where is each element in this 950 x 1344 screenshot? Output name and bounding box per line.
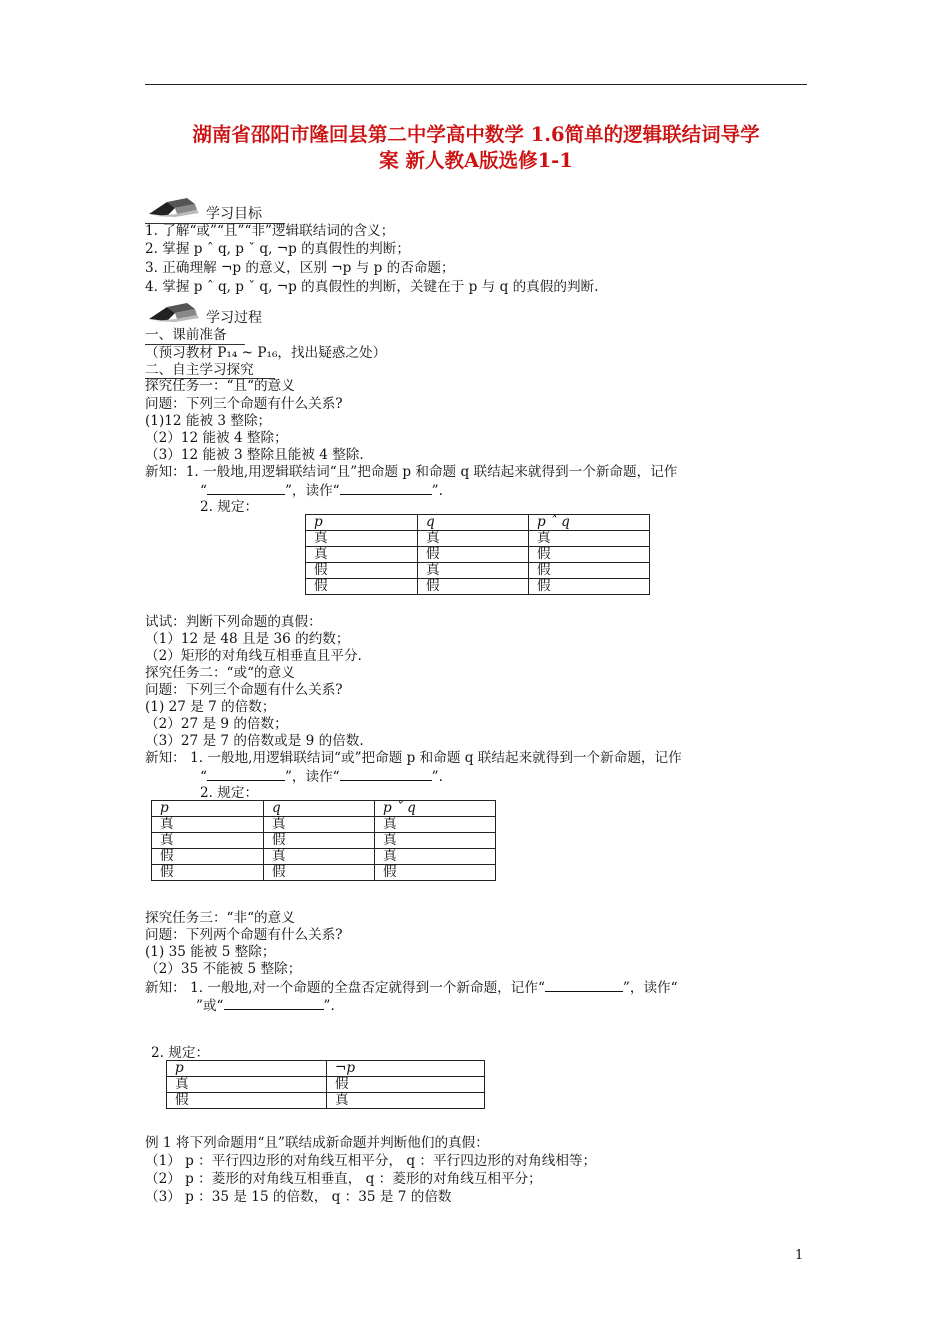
section-1-heading: 一、课前准备	[145, 327, 227, 343]
reading-blank[interactable]	[340, 482, 432, 495]
read-as-label: ”，读作“	[284, 769, 340, 785]
table-cell: 假	[306, 563, 418, 579]
task-2-rule-label: 2. 规定：	[200, 785, 259, 801]
table-cell: 假	[529, 547, 650, 563]
document-title	[140, 122, 812, 174]
task-2-notation-line	[200, 768, 443, 786]
task-3-new-knowledge	[145, 979, 678, 997]
table-cell: 假	[529, 579, 650, 595]
truth-table-not	[166, 1060, 485, 1109]
goal-item: 3. 正确理解 ¬p 的意义，区别 ¬p 与 p 的否命题；	[145, 260, 455, 276]
table-cell: 真	[306, 531, 418, 547]
table-cell: 真	[375, 833, 496, 849]
task-1-rule-label: 2. 规定：	[200, 499, 259, 515]
task-3-item: （2）35 不能被 5 整除；	[145, 961, 302, 977]
try-prompt: 试试：判断下列命题的真假：	[145, 614, 322, 630]
example-item: （3） p ：35 是 15 的倍数， q ：35 是 7 的倍数	[145, 1189, 452, 1205]
task-1-new-knowledge: 新知：1. 一般地,用逻辑联结词“且”把命题 p 和命题 q 联结起来就得到一个新命题，记作	[145, 464, 678, 480]
task-3-item: (1) 35 能被 5 整除；	[145, 944, 276, 960]
quote-close: ”.	[431, 483, 443, 499]
task-1-title	[145, 378, 295, 395]
open-book-icon	[145, 299, 203, 323]
truth-table-and	[305, 514, 650, 595]
table-cell: 假	[264, 833, 375, 849]
example-1-title: 例 1 将下列命题用“且”联结成新命题并判断他们的真假：	[145, 1135, 489, 1151]
quote-open: “	[200, 769, 207, 785]
goal-item: 1. 了解“或”“且”“非”逻辑联结词的含义；	[145, 223, 395, 239]
table-row	[306, 579, 650, 595]
table-cell: 真	[152, 833, 264, 849]
table-cell: 真	[418, 563, 529, 579]
task-2-new-knowledge: 新知： 1. 一般地,用逻辑联结词“或”把命题 p 和命题 q 联结起来就得到一个新命题，记作	[145, 750, 682, 766]
table-cell: 假	[375, 865, 496, 881]
quote-close: ”.	[323, 998, 335, 1014]
task-2-item: （3）27 是 7 的倍数或是 9 的倍数.	[145, 733, 364, 749]
notation-blank[interactable]	[207, 482, 285, 495]
table-row	[152, 849, 496, 865]
try-item: （2）矩形的对角线互相垂直且平分.	[145, 648, 362, 664]
reading-blank[interactable]	[340, 768, 432, 781]
or-label: ”或“	[196, 998, 224, 1014]
table-cell: 真	[375, 817, 496, 833]
open-book-icon	[145, 194, 203, 218]
table-cell: 假	[327, 1077, 485, 1093]
notation-blank[interactable]	[545, 979, 623, 992]
task-3-title: 探究任务三：“非“的意义	[145, 910, 295, 926]
table-cell: 真	[418, 531, 529, 547]
table-row	[306, 563, 650, 579]
goal-item: 2. 掌握 p ˆ q, p ˇ q, ¬p 的真假性的判断；	[145, 241, 410, 257]
table-header-row	[152, 801, 496, 817]
task-1-item: (1)12 能被 3 整除；	[145, 413, 272, 429]
read-as-label: ”，读作“	[622, 980, 678, 996]
task-2-item: （2）27 是 9 的倍数；	[145, 716, 288, 732]
table-row	[152, 817, 496, 833]
task-3-reading-line	[196, 997, 335, 1015]
new-knowledge-text: 新知： 1. 一般地,对一个命题的全盘否定就得到一个新命题，记作“	[145, 980, 545, 996]
table-header: p	[306, 515, 418, 531]
task-1-title-text: 探究任务一：“且“的意义	[145, 378, 295, 394]
table-cell: 真	[152, 817, 264, 833]
table-row	[306, 547, 650, 563]
reading-blank[interactable]	[224, 997, 324, 1010]
example-item: （2） p ：菱形的对角线互相垂直， q ：菱形的对角线互相平分；	[145, 1171, 542, 1187]
table-row	[167, 1093, 485, 1109]
table-cell: 真	[375, 849, 496, 865]
table-row	[306, 531, 650, 547]
task-3-question: 问题：下列两个命题有什么关系?	[145, 927, 343, 943]
section-2-heading: 二、自主学习探究	[145, 362, 254, 378]
title-line-2: 案 新人教A版选修1-1	[379, 149, 573, 172]
table-header: p	[152, 801, 264, 817]
table-cell: 假	[529, 563, 650, 579]
table-row	[152, 865, 496, 881]
table-cell: 假	[264, 865, 375, 881]
quote-close: ”.	[431, 769, 443, 785]
try-item: （1）12 是 48 且是 36 的约数；	[145, 631, 350, 647]
table-row	[167, 1077, 485, 1093]
read-as-label: ”，读作“	[284, 483, 340, 499]
title-line-1: 湖南省邵阳市隆回县第二中学高中数学 1.6简单的逻辑联结词导学	[192, 123, 760, 146]
quote-open: “	[200, 483, 207, 499]
notation-blank[interactable]	[207, 768, 285, 781]
task-1-notation-line	[200, 482, 443, 500]
table-cell: 假	[167, 1093, 327, 1109]
preview-note: （预习教材 P₁₄ ~ P₁₆，找出疑惑之处）	[145, 345, 387, 361]
task-1-item: （3）12 能被 3 整除且能被 4 整除.	[145, 447, 364, 463]
task-2-item: (1) 27 是 7 的倍数；	[145, 699, 276, 715]
table-row	[152, 833, 496, 849]
table-header: q	[264, 801, 375, 817]
table-cell: 真	[264, 817, 375, 833]
goals-heading: 学习目标	[206, 206, 262, 222]
task-2-title: 探究任务二：“或“的意义	[145, 665, 295, 681]
goal-item: 4. 掌握 p ˆ q, p ˇ q, ¬p 的真假性的判断，关键在于 p 与 q 的真假的判断.	[145, 279, 599, 295]
table-header: p ˇ q	[375, 801, 496, 817]
process-heading: 学习过程	[206, 310, 262, 326]
task-2-question: 问题：下列三个命题有什么关系?	[145, 682, 343, 698]
table-cell: 假	[152, 865, 264, 881]
table-header: q	[418, 515, 529, 531]
task-1-question: 问题：下列三个命题有什么关系?	[145, 396, 343, 412]
task-3-rule-label: 2. 规定：	[151, 1045, 210, 1061]
table-cell: 真	[264, 849, 375, 865]
table-cell: 假	[306, 579, 418, 595]
table-header-row	[306, 515, 650, 531]
header-rule	[145, 84, 807, 85]
table-cell: 真	[167, 1077, 327, 1093]
task-1-item: （2）12 能被 4 整除；	[145, 430, 288, 446]
table-cell: 假	[152, 849, 264, 865]
table-cell: 真	[306, 547, 418, 563]
table-cell: 假	[418, 547, 529, 563]
table-cell: 真	[529, 531, 650, 547]
table-header-row	[167, 1061, 485, 1077]
table-header: p ˆ q	[529, 515, 650, 531]
table-cell: 假	[418, 579, 529, 595]
table-header: ¬p	[327, 1061, 485, 1077]
truth-table-or	[151, 800, 496, 881]
page-number: 1	[795, 1248, 804, 1263]
table-header: p	[167, 1061, 327, 1077]
example-item: （1） p ：平行四边形的对角线互相平分， q ：平行四边形的对角线相等；	[145, 1153, 597, 1169]
table-cell: 真	[327, 1093, 485, 1109]
